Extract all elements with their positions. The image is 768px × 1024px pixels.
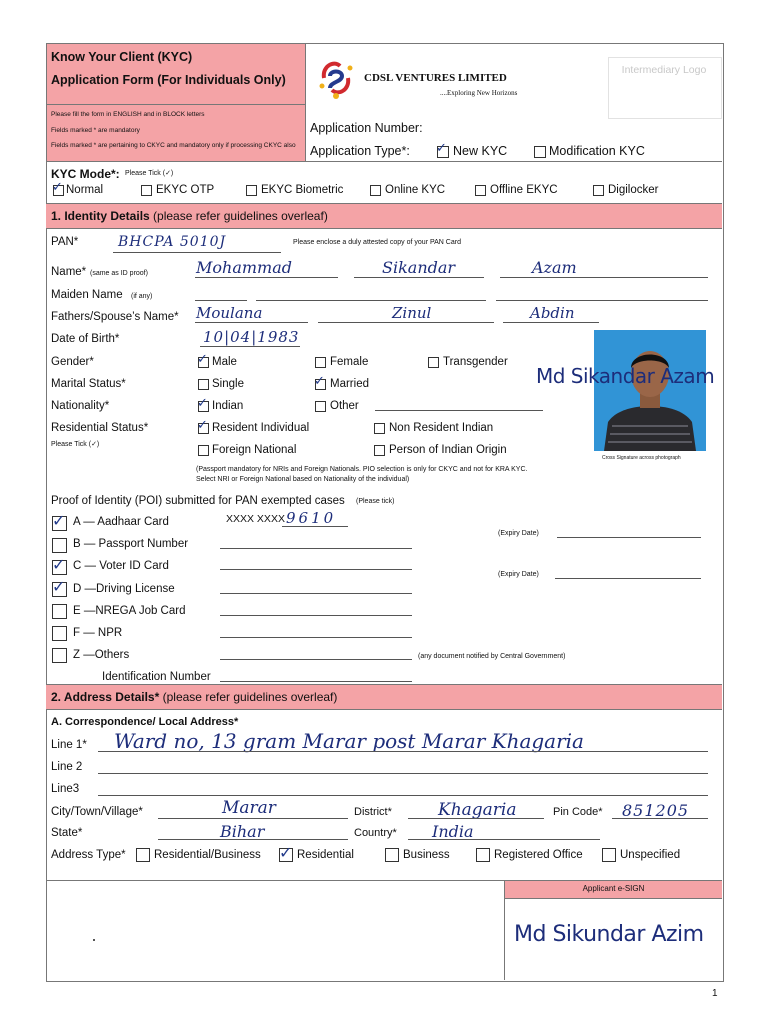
page-number: 1 (712, 988, 718, 999)
state-label: State* (51, 827, 83, 839)
maiden-name-sub-label: (if any) (131, 293, 153, 300)
address-type-label: Address Type* (51, 849, 126, 861)
non-resident-indian-checkbox[interactable] (374, 423, 385, 434)
kyc-offline-ekyc-label: Offline EKYC (490, 184, 558, 196)
district-value[interactable]: Khagaria (438, 800, 517, 820)
father-last-value[interactable]: Abdin (530, 304, 575, 322)
ckyc-note: Fields marked * are pertaining to CKYC and mandatory only if processing CKYC also (51, 142, 296, 149)
gender-transgender-checkbox[interactable] (428, 357, 439, 368)
kyc-ekyc-biometric-checkbox[interactable] (246, 185, 257, 196)
kyc-normal-label: Normal (66, 184, 104, 196)
marital-status-label: Marital Status* (51, 378, 126, 390)
cdsl-logo-icon (316, 56, 356, 102)
country-value[interactable]: India (432, 822, 474, 841)
poi-voter-id-label: C — Voter ID Card (73, 560, 169, 572)
kyc-normal-checkbox[interactable]: ✓ (52, 180, 63, 195)
company-name: CDSL VENTURES LIMITED (364, 72, 507, 84)
mandatory-note: Fields marked * are mandatory (51, 127, 140, 134)
photo-caption: Cross Signature across photograph (602, 455, 681, 461)
section-address-note: (please refer guidelines overleaf) (162, 690, 338, 704)
correspondence-address-heading: A. Correspondence/ Local Address* (51, 716, 239, 728)
applicant-signature: Md Sikundar Azim (514, 922, 704, 947)
gender-female-label: Female (330, 356, 369, 368)
identification-number-label: Identification Number (102, 671, 211, 683)
nationality-indian-label: Indian (212, 400, 244, 412)
city-value[interactable]: Marar (222, 798, 276, 818)
new-kyc-label: New KYC (453, 144, 508, 158)
aadhaar-last-digits[interactable]: 9610 (286, 509, 337, 527)
marital-single-checkbox[interactable] (198, 379, 209, 390)
modification-kyc-checkbox[interactable] (534, 146, 546, 158)
address-registered-office-checkbox[interactable] (476, 848, 490, 862)
address-registered-office-label: Registered Office (494, 849, 583, 861)
driving-license-expiry-label: (Expiry Date) (498, 571, 539, 578)
kyc-online-checkbox[interactable] (370, 185, 381, 196)
modification-kyc-label: Modification KYC (549, 144, 645, 158)
passport-note-line2: Select NRI or Foreign National based on Nationality of the individual) (196, 476, 410, 483)
name-label: Name* (51, 266, 87, 278)
kyc-mode-label: KYC Mode*: (51, 167, 120, 181)
gender-transgender-label: Transgender (443, 356, 508, 368)
applicant-photo (594, 330, 706, 451)
residential-status-hint: Please Tick (✓) (51, 441, 100, 448)
address-residential-label: Residential (297, 849, 354, 861)
kyc-digilocker-checkbox[interactable] (593, 185, 604, 196)
nationality-other-checkbox[interactable] (315, 401, 326, 412)
resident-individual-checkbox[interactable]: ✓ (197, 418, 208, 433)
poi-npr-checkbox[interactable] (52, 626, 67, 641)
gender-female-checkbox[interactable] (315, 357, 326, 368)
pin-code-label: Pin Code* (553, 806, 603, 818)
address-line1-label: Line 1* (51, 739, 87, 751)
marital-single-label: Single (212, 378, 244, 390)
country-label: Country* (354, 827, 397, 839)
pan-value[interactable]: BHCPA 5010J (118, 234, 227, 250)
nationality-other-label: Other (330, 400, 359, 412)
district-label: District* (354, 806, 392, 818)
person-of-indian-origin-checkbox[interactable] (374, 445, 385, 456)
dob-value[interactable]: 10|04|1983 (203, 328, 300, 346)
resident-individual-label: Resident Individual (212, 422, 310, 434)
state-value[interactable]: Bihar (220, 822, 265, 841)
address-line2-label: Line 2 (51, 761, 83, 773)
esign-label: Applicant e-SIGN (582, 884, 645, 893)
address-business-checkbox[interactable] (385, 848, 399, 862)
name-first-value[interactable]: Mohammad (196, 258, 292, 277)
father-first-value[interactable]: Moulana (196, 304, 263, 322)
kyc-ekyc-otp-label: EKYC OTP (156, 184, 215, 196)
poi-driving-license-label: D —Driving License (73, 583, 175, 595)
photo-cross-signature: Md Sikandar Azam (536, 364, 715, 388)
address-unspecified-checkbox[interactable] (602, 848, 616, 862)
poi-aadhaar-checkbox[interactable]: ✓ (52, 511, 66, 530)
name-last-value[interactable]: Azam (532, 258, 577, 277)
maiden-name-label: Maiden Name (51, 289, 123, 301)
address-residential-business-checkbox[interactable] (136, 848, 150, 862)
kyc-ekyc-biometric-label: EKYC Biometric (261, 184, 344, 196)
company-tagline: ....Exploring New Horizons (440, 89, 518, 97)
pan-note: Please enclose a duly attested copy of your PAN Card (293, 239, 461, 246)
father-name-label: Fathers/Spouse’s Name* (51, 311, 179, 323)
residential-status-label: Residential Status* (51, 422, 149, 434)
address-residential-business-label: Residential/Business (154, 849, 261, 861)
poi-driving-license-checkbox[interactable]: ✓ (52, 577, 66, 596)
address-line3-label: Line3 (51, 783, 80, 795)
address-unspecified-label: Unspecified (620, 849, 681, 861)
non-resident-indian-label: Non Resident Indian (389, 422, 494, 434)
nationality-label: Nationality* (51, 400, 110, 412)
poi-passport-label: B — Passport Number (73, 538, 189, 550)
father-middle-value[interactable]: Zinul (392, 304, 432, 322)
form-title-line2: Application Form (For Individuals Only) (51, 73, 286, 87)
pin-code-value[interactable]: 851205 (622, 801, 690, 820)
pan-label: PAN* (51, 236, 79, 248)
dob-label: Date of Birth* (51, 333, 120, 345)
section-identity-note: (please refer guidelines overleaf) (153, 209, 328, 223)
poi-npr-label: F — NPR (73, 627, 123, 639)
intermediary-logo-text: Intermediary Logo (621, 64, 707, 76)
ink-dot (93, 939, 95, 941)
application-type-label: Application Type*: (310, 144, 410, 158)
name-sub-label: (same as ID proof) (90, 270, 148, 277)
city-label: City/Town/Village* (51, 806, 143, 818)
application-number-label: Application Number: (310, 121, 423, 135)
kyc-digilocker-label: Digilocker (608, 184, 659, 196)
new-kyc-checkbox[interactable]: ✓ (437, 146, 449, 158)
foreign-national-label: Foreign National (212, 444, 297, 456)
address-business-label: Business (403, 849, 450, 861)
poi-others-checkbox[interactable] (52, 648, 67, 663)
poi-hint: (Please tick) (356, 498, 395, 505)
kyc-offline-ekyc-checkbox[interactable] (475, 185, 486, 196)
foreign-national-checkbox[interactable] (198, 445, 209, 456)
kyc-ekyc-otp-checkbox[interactable] (141, 185, 152, 196)
passport-note-line1: (Passport mandatory for NRIs and Foreign Nationals. PIO selection is only for CKYC and not for KRA KYC. (196, 466, 528, 473)
section-address-title: 2. Address Details* (51, 690, 160, 704)
poi-aadhaar-label: A — Aadhaar Card (73, 516, 169, 528)
form-title-line1: Know Your Client (KYC) (51, 50, 193, 64)
address-residential-checkbox[interactable]: ✓ (279, 843, 293, 862)
section-address-header (46, 684, 722, 710)
poi-others-label: Z —Others (73, 649, 130, 661)
gender-male-checkbox[interactable]: ✓ (197, 352, 208, 367)
gender-male-label: Male (212, 356, 237, 368)
poi-passport-checkbox[interactable] (52, 538, 67, 553)
kyc-online-label: Online KYC (385, 184, 446, 196)
instruction-note: Please fill the form in ENGLISH and in BLOCK letters (51, 111, 205, 118)
name-middle-value[interactable]: Sikandar (382, 258, 456, 277)
person-of-indian-origin-label: Person of Indian Origin (389, 444, 507, 456)
marital-married-label: Married (330, 378, 369, 390)
kyc-mode-hint: Please Tick (✓) (125, 170, 174, 177)
gender-label: Gender* (51, 356, 94, 368)
others-note: (any document notified by Central Government) (418, 653, 566, 660)
poi-voter-id-checkbox[interactable]: ✓ (52, 555, 66, 574)
poi-heading: Proof of Identity (POI) submitted for PAN exempted cases (51, 495, 345, 507)
address-line1-value[interactable]: Ward no, 13 gram Marar post Marar Khagaria (114, 729, 584, 753)
section-identity-header (46, 203, 722, 229)
poi-nrega-checkbox[interactable] (52, 604, 67, 619)
marital-married-checkbox[interactable]: ✓ (314, 374, 325, 389)
nationality-indian-checkbox[interactable]: ✓ (197, 396, 208, 411)
poi-nrega-label: E —NREGA Job Card (73, 605, 186, 617)
passport-expiry-label: (Expiry Date) (498, 530, 539, 537)
section-identity-title: 1. Identity Details (51, 209, 150, 223)
aadhaar-prefix: XXXX XXXX (226, 513, 285, 525)
